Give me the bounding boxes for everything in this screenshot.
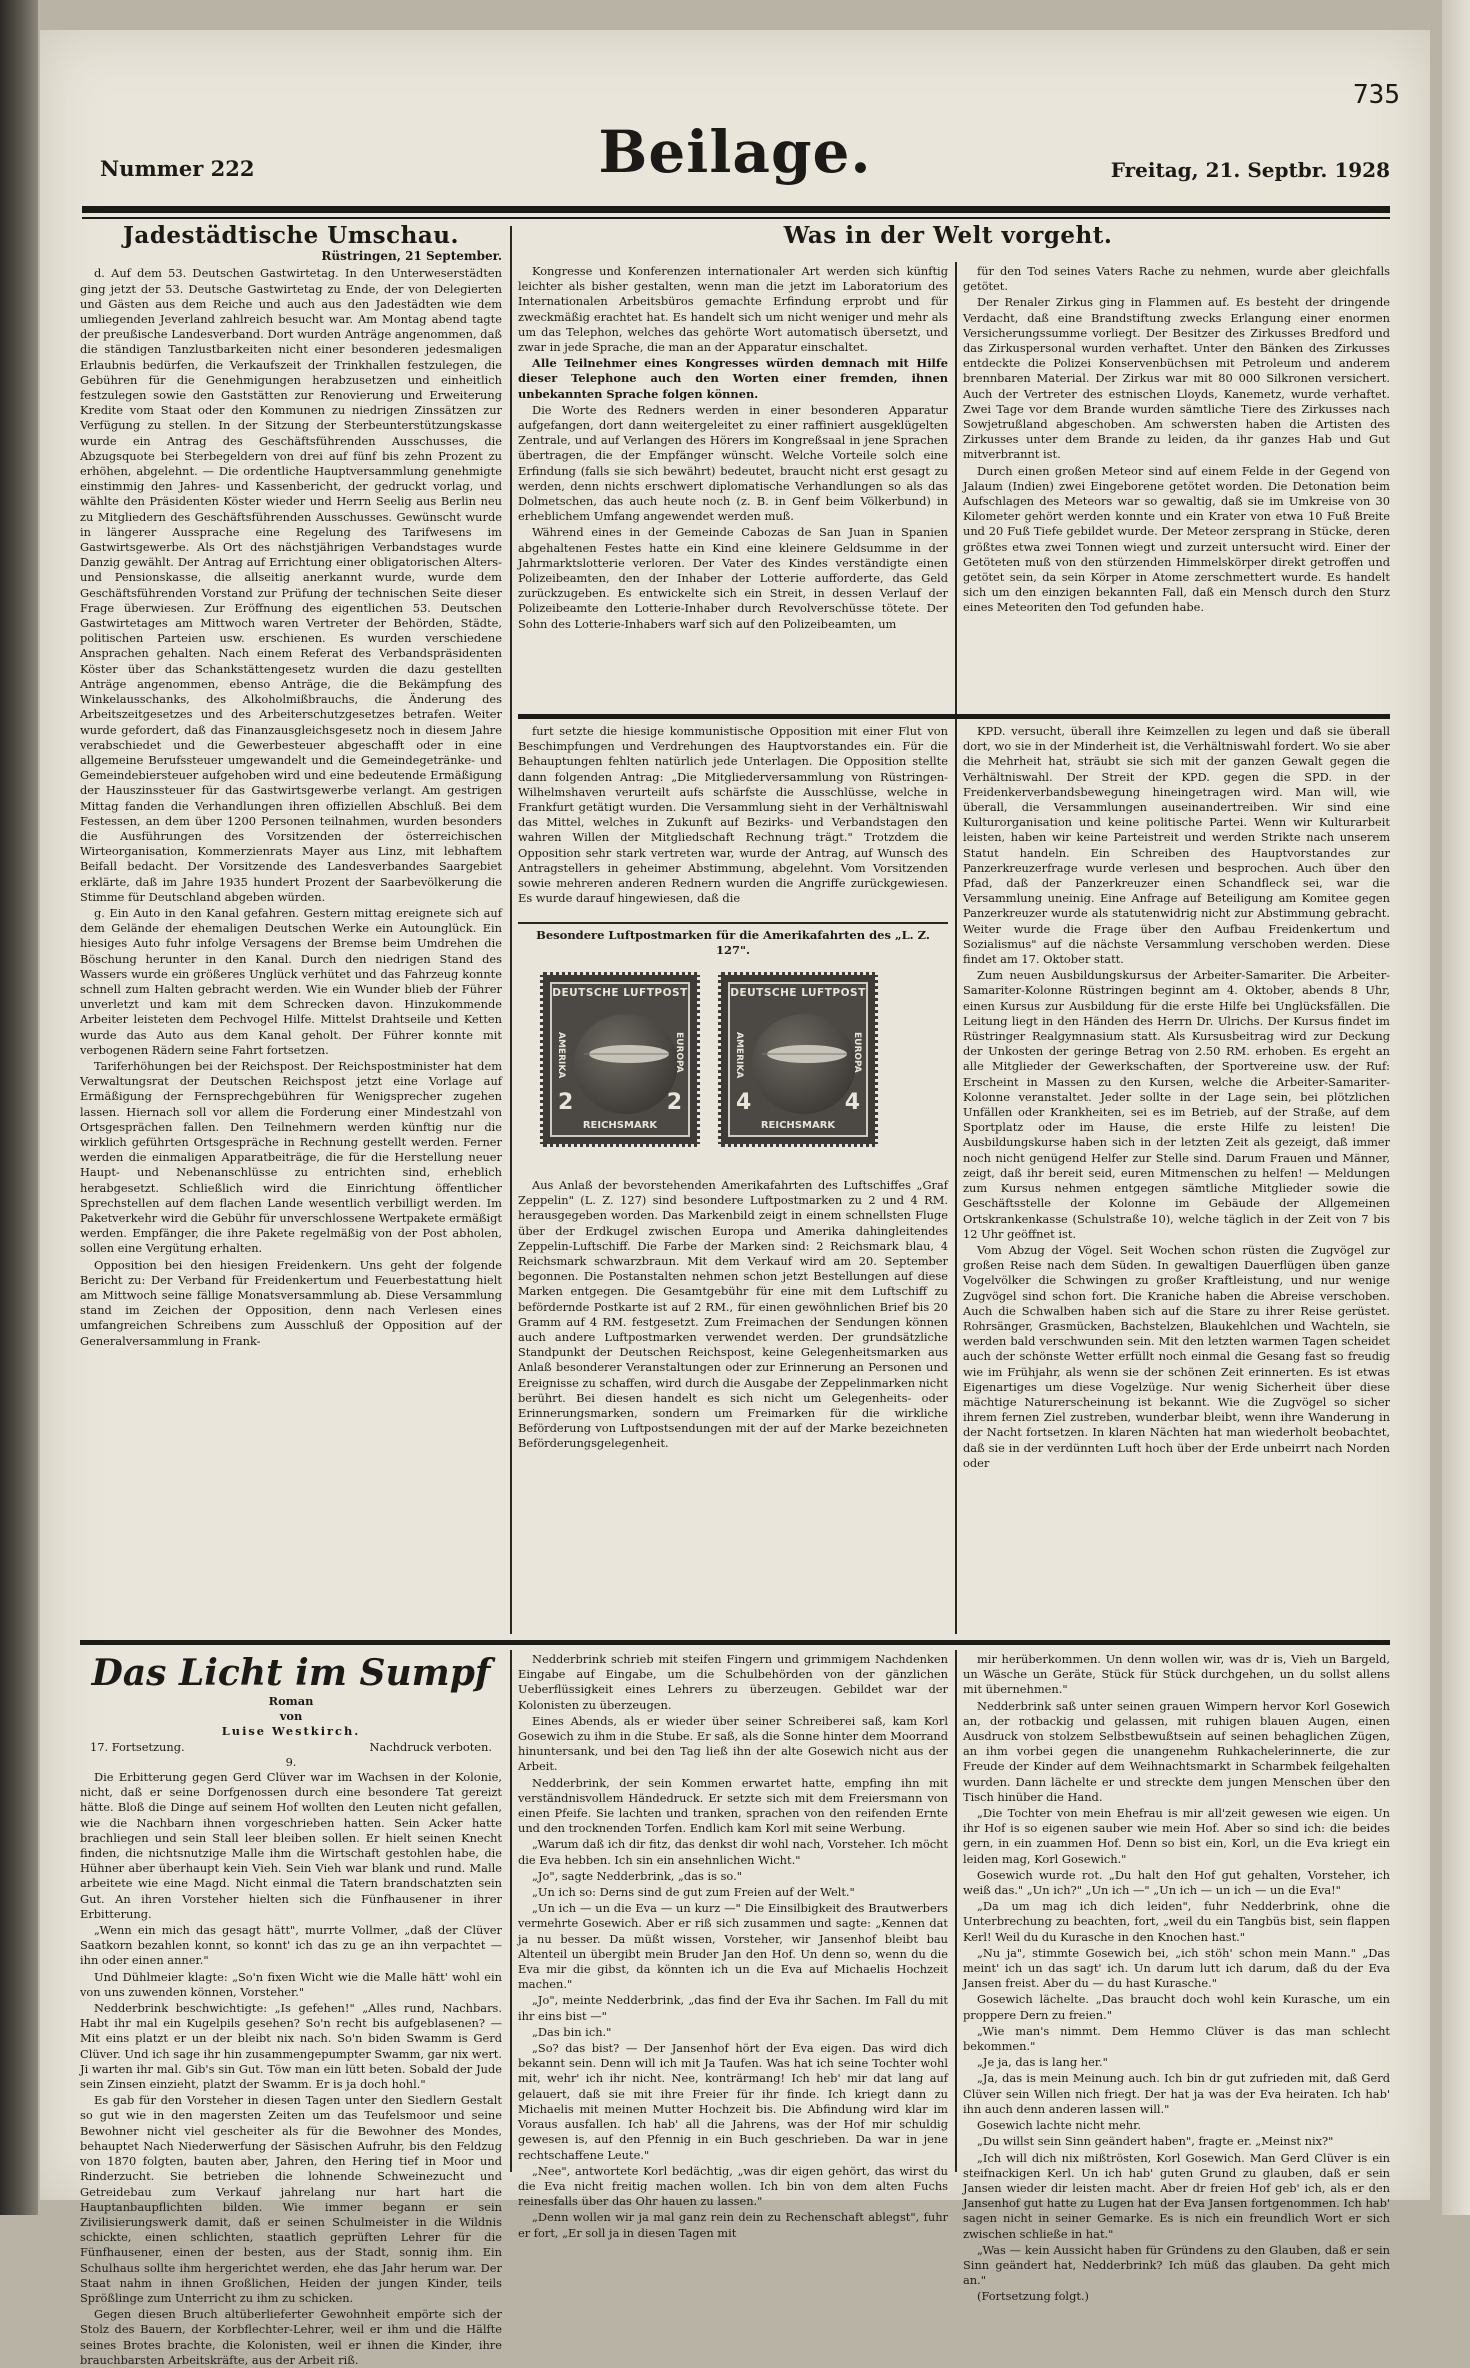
page-number: 735: [1353, 80, 1400, 110]
serial-title: Das Licht im Sumpf: [91, 1652, 491, 1694]
article-gastwirtetag: d. Auf dem 53. Deutschen Gastwirtetag. In den Unterweserstädten ging jetzt der 53. Deutsche Gastwirtetag zu Ende, der von Delegierten und Gästen aus dem Reiche und auch aus den Jadestädten wie dem umliegenden Jeverland zahlreich besucht war. Am Montag abend tagte der preußische Landesverband. Dort wurden Anträge angenommen, daß die ständigen Tanzlustbarkeiten nicht einer besonderen jedesmaligen Erlaubnis bedürfen, die Verkaufszeit der Trinkhallen festzulegen, die Gebühren für die Genehmigungen herabzusetzen und einheitlich festzulegen sowie den Gaststätten zur Renovierung und Erweiterung Kredite vom Staat oder den Kommunen zu niedrigen Zinssätzen zur Verfügung zu stellen. In der Sitzung der Sterbeunterstützungskasse wurde ein Antrag des Geschäftsführenden Ausschusses, die Abzugsquote bei Sterbegeldern von drei auf fünf bis zehn Prozent zu erhöhen, abgelehnt. — Die ordentliche Hauptversammlung genehmigte einstimmig den Jahres- und Kassenbericht, der gedruckt vorlag, und wählte den Präsidenten Köster wieder und Herrn Seelig aus Berlin neu zu Mitgliedern des Geschäftsführenden Ausschusses. Gewünscht wurde in längerer Aussprache eine Regelung des Tarifwesens im Gastwirtsgewerbe. Als Ort des nächstjährigen Verbandstages wurde Danzig gewählt. Der Antrag auf Errichtung einer obligatorischen Alters- und Pensionskasse, die allseitig anerkannt wurde, wurde dem Geschäftsführenden Vorstand zur Prüfung der technischen Seite dieser Frage überwiesen. Zur Eröffnung des eigentlichen 53. Deutschen Gastwirtetages am Mittwoch waren Vertreter der Behörden, Städte, politischen Parteien usw. erschienen. Es wurden verschiedene Ansprachen gehalten. Nach einem Referat des Verbandspräsidenten Köster über das Schankstättengesetz wurden die dazu gestellten Anträge angenommen, ebenso Anträge, die die Bekämpfung des Winkelausschanks, des Alkoholmißbrauchs, die Änderung des Arbeitszeitgesetzes und des Arbeiterschutzgesetzes betrafen. Weiter wurde gefordert, daß das Finanzausgleichsgesetz noch in diesem Jahre verabschiedet und die Gewerbesteuer abgeschafft oder in eine allgemeine Berufssteuer umgewandelt und die Gemeindegetränke- und Gemeindebiersteuer aufgehoben wird und eine bedeutende Ermäßigung der Hauszinssteuer für das Gastwirtsgewerbe verlangt. Am gestrigen Mittag fanden die Verhandlungen ihren offiziellen Abschluß. Bei dem Festessen, an dem über 1200 Personen teilnahmen, wurden besonders die Ausführungen des Vorsitzenden der österreichischen Wirteorganisation, Kommerzienrats Mayer aus Linz, mit lebhaftem Beifall bedacht. Der Vorsitzende des Landesverbandes Saargebiet erklärte, daß im Jahre 1935 hundert Prozent der Saarbevölkerung die Stimme für Deutschland abgeben würden.: [80, 266, 502, 904]
serial-column-1: [80, 1652, 502, 2367]
local-news-dateline: Rüstringen, 21 September.: [321, 249, 502, 264]
stamp-caption-block: [518, 928, 948, 962]
stamp-value-left: 2: [558, 1090, 574, 1115]
article-kpd-verhaeltniswahl: KPD. versucht, überall ihre Keimzellen zu legen und daß sie überall dort, wo sie in der Minderheit ist, die Verhältniswahl fordert. Wo sie aber die Mehrheit hat, sträubt sie sich mit der ganzen Gewalt gegen die Verhältniswahl. Der Streit der KPD. gegen die SPD. in der Freidenkerverbandsbewegung hineingetragen wird. Man will, wie überall, die Versammlungen auseinandertreiben. Wir sind eine Kulturorganisation und keine politische Partei. Wenn wir Kulturarbeit leisten, haben wir keine Parteistreit und werden Strikte nach unserem Statut handeln. Ein Schreiben des Hauptvorstandes zur Panzerkreuzerfrage wurde verlesen und besprochen. Auch über den Pfad, daß der Panzerkreuzer einen Schandfleck sei, war die Versammlung uneinig. Eine Anfrage auf Beteiligung am Komitee gegen Panzerkreuzer wurde als statutenwidrig nicht zur Abstimmung gebracht. Weiter wurde die Frage über den Aufbau Freidenkertum und Sozialismus" auf die nächste Versammlung verschoben werden. Diese findet am 17. Oktober statt.: [963, 724, 1390, 967]
serial-para: Gosewich lächelte. „Das braucht doch wohl kein Kurasche, um ein proppere Dern zu freien.": [963, 1992, 1390, 2022]
stamp-2-reichsmark: [540, 972, 700, 1147]
serial-continuation: 17. Fortsetzung.: [90, 1739, 185, 1754]
serial-para: „Jo", sagte Nedderbrink, „das is so.": [532, 1868, 742, 1883]
serial-para: „Ja, das is mein Meinung auch. Ich bin dr gut zufrieden mit, daß Gerd Clüver sein Willen nich friegt. Der hat ja was der Eva heiraten. Ich hab' ihn auch denn anderen lassen will.": [963, 2071, 1390, 2116]
serial-para: Eines Abends, als er wieder über seiner Schreiberei saß, kam Korl Gosewich zu ihm in die Stube. Er saß, als die Sonne hinter dem Moorrand hinuntersank, und bei den Tag ließ ihn der alte Gosewich nicht aus der Arbeit.: [518, 1713, 948, 1774]
stamp-value-right: 2: [666, 1090, 682, 1115]
serial-para: Und Dühlmeier klagte: „So'n fixen Wicht wie die Malle hätt' wohl ein von uns zuwenden können, Vorsteher.": [80, 1969, 502, 1999]
issue-number: Nummer 222: [100, 156, 255, 181]
serial-genre: Roman: [268, 1694, 314, 1708]
stamp-value-right: 4: [844, 1090, 860, 1115]
article-kongress-bold: Alle Teilnehmer eines Kongresses würden demnach mit Hilfe dieser Telephone auch den Worten einer fremden, ihnen unbekannten Sprache folgen können.: [518, 356, 948, 401]
serial-top-rule: [80, 1640, 1390, 1645]
serial-divider-1: [510, 1650, 512, 2172]
world-news-right-body: [963, 264, 1390, 708]
serial-para: Gosewich wurde rot. „Du halt den Hof gut gehalten, Vorsteher, ich weiß das." „Un ich?" „Un ich —" „Un ich — un ich — un die Eva!": [963, 1867, 1390, 1898]
article-reichspost: Tariferhöhungen bei der Reichspost. Der Reichspostminister hat dem Verwaltungsrat der Deutschen Reichspost jetzt eine Vorlage auf Ermäßigung der Fernsprechgebühren für Wenigsprecher zugehen lassen. Hiernach soll vor allem die Forderung einer Mindestzahl von Ortsgesprächen fallen. Den Teilnehmern werden künftig nur die wirklich geführten Ortsgespräche in Rechnung gestellt werden. Ferner werden die einmaligen Apparatbeiträge, die für die Herstellung neuer Haupt- und Nebenanschlüsse zu entrichten sind, erheblich herabgesetzt. Schließlich wird die Einrichtung öffentlicher Sprechstellen auf dem flachen Lande wesentlich verbilligt werden. Im Paketverkehr wird die Gebühr für unverschlossene Wertpakete ermäßigt werden. Empfänger, die ihre Pakete regelmäßig von der Post abholen, sollen eine Vergütung erhalten.: [80, 1058, 502, 1256]
serial-para: „Wie man's nimmt. Dem Hemmo Clüver is das man schlecht bekommen.": [963, 2023, 1390, 2054]
stamp-side-left: AMERIKA: [734, 1032, 744, 1079]
local-news-column: [80, 222, 502, 1634]
serial-para: Gegen diesen Bruch altüberlieferter Gewohnheit empörte sich der Stolz des Bauern, der Korbflechter-Lehrer, weil er ihm und die Hälfte seines Brotes brachte, die Kolonisten, weil er ihnen die Kinder, ihre brauchbarsten Arbeitskräfte, aus der Arbeit riß.: [80, 2307, 502, 2367]
stamp-caption: Besondere Luftpostmarken für die Amerikafahrten des „L. Z. 127".: [536, 928, 930, 957]
stamp-side-left: AMERIKA: [556, 1032, 566, 1079]
serial-para: Nedderbrink schrieb mit steifen Fingern und grimmigem Nachdenken Eingabe auf Eingabe, um die Schulbehörden von der gänzlichen Ueberflüssigkeit eines Lehrers zu überzeugen. Gebildet war der Kolonisten zu überzeugen.: [518, 1652, 948, 1712]
serial-para: „Was — kein Aussicht haben für Gründens zu den Glauben, daß er sein Sinn geändert hat, Nedderbrink? Ich müß das glauben. Da geht mich an.": [963, 2242, 1390, 2288]
stamp-top-text: DEUTSCHE LUFTPOST: [552, 987, 688, 999]
column-divider-2: [955, 262, 957, 1634]
serial-para: „Jo", meinte Nedderbrink, „das find der Eva ihr Sachen. Im Fall du mit ihr eins bist —": [518, 1993, 948, 2023]
issue-date: Freitag, 21. Septbr. 1928: [1110, 158, 1390, 182]
column3-middle: [963, 724, 1390, 1634]
stamp-top-text: DEUTSCHE LUFTPOST: [730, 987, 866, 999]
article-auto-kanal: g. Ein Auto in den Kanal gefahren. Gestern mittag ereignete sich auf dem Gelände der ehemaligen Deutschen Werke ein Autounglück. Ein hiesiges Auto fuhr infolge Versagens der Bremse beim Umdrehen die Böschung herunter in den Kanal. Durch den niedrigen Stand des Wassers wurde ein größeres Unglück verhütet und das Fahrzeug konnte schnell zum Halten gebracht werden. Wie ein Wunder blieb der Führer unverletzt und kam mit dem Schrecken davon. Hinzukommende Arbeiter leisteten dem Pechvogel Hilfe. Mittelst Drahtseile und Ketten wurde das Auto aus dem Kanal geholt. Der Führer konnte mit verbogenen Rädern seine Fahrt fortsetzen.: [80, 905, 502, 1057]
serial-para: „Du willst sein Sinn geändert haben", fragte er. „Meinst nix?": [977, 2134, 1334, 2149]
local-news-heading: Jadestädtische Umschau.: [123, 222, 459, 249]
globe-zeppelin-icon: [752, 1014, 856, 1114]
serial-column-2: [518, 1652, 948, 2240]
world-news-left-body: [518, 264, 948, 708]
serial-para: „Je ja, das is lang her.": [977, 2055, 1108, 2070]
article-zirkus-brand: Der Renaler Zirkus ging in Flammen auf. Es besteht der dringende Verdacht, daß eine Brandstiftung zwecks Erlangung einer enormen Versicherungssumme vorliegt. Der Besitzer des Zirkusses Bredford und das Zirkuspersonal wurden verhaftet. Unter den Bänken des Zirkusses entdeckte die Polizei Konservenbüchsen mit Petroleum und anderem brennbaren Material. Der Zirkus war mit 80 000 Silkronen versichert. Auch der Vertreter des estnischen Lloyds, Kanemetz, wurde verhaftet. Zwei Tage vor dem Brande wurden sämtliche Tiere des Zirkusses nach Sowjetrußland abgeschoben. Am schwersten haben die Artisten des Zirkusses unter dem Brande zu leiden, da ihr ganzes Hab und Gut mitverbrannt ist.: [963, 295, 1390, 462]
serial-para: Nedderbrink beschwichtigte: „Is gefehen!" „Alles rund, Nachbars. Habt ihr mal ein Kugelpils gesehen? So'n recht bis aufgeblasenen? — Mit eins platzt er un der bleibt nix nach. So'n biden Swamm is Gerd Clüver. Und ich sage ihr hin zusammengepumpter Swamm, gar nix wert. Ji warten ihr mal. Gib's sin Gut. Töw man ein lütt beten. Sobald der Jude sein Zinsen einzieht, platzt der Swamm. Er is ja doch hohl.": [80, 2001, 502, 2092]
masthead-rule-thin: [82, 217, 1390, 219]
serial-author: Luise Westkirch.: [221, 1724, 361, 1739]
serial-para: „Die Tochter von mein Ehefrau is mir all'zeit gewesen wie eigen. Un ihr Hof is so eigenen sauber wie mein Hof. Aber so sind ich: die beides gern, in ein zuammen Hof. Denn so bist ein, Korl, un die Eva kriegt ein leiden mag, Korl Gosewich.": [963, 1806, 1390, 1866]
zeppelin-article: [518, 1178, 948, 1634]
freidenker-continued: [518, 724, 948, 922]
serial-para: „Un ich — un die Eva — un kurz —" Die Einsilbigkeit des Brautwerbers vermehrte Gosewich. Aber er riß sich zusammen und sagte: „Kennen dat ja nu besser. Da müßt wissen, Vorsteher, wir Jansenhof bleibt bau Altenteil un übergibt mein Bruder Jan den Hof. Un denn so, wenn du die Eva mir die gibst, da könnten ich un die Eva auf Michaelis Hochzeit machen.": [518, 1901, 948, 1992]
serial-chapter: 9.: [285, 1754, 297, 1769]
article-lotterie-end: für den Tod seines Vaters Rache zu nehmen, wurde aber gleichfalls getötet.: [963, 264, 1390, 294]
serial-para: „Ich will dich nix mißtrösten, Korl Gosewich. Man Gerd Clüver is ein steifnackigen Kerl. Un ich hab' guten Grund zu glauben, daß er sein Jansen wieder dir leisten macht. Aber dr freien Hof geb' ich, als er den Jansenhof gut hatte zu Lugen hat der Eva Jansen fortgenommen. Ich hab' sagen nicht in seiner Gemarke. Es is nich ein freundlich Wort er sich zwischen schließe in hat.": [963, 2150, 1390, 2241]
scan-left-edge: [0, 0, 38, 2215]
globe-zeppelin-icon: [574, 1014, 678, 1114]
serial-para: „Nee", antwortete Korl bedächtig, „was dir eigen gehört, das wirst du die Eva nicht freitig machen wollen. Ich bin von dem alten Fuchs reinesfalls über das Ohr hauen zu lassen.": [518, 2163, 948, 2209]
article-meteor: Durch einen großen Meteor sind auf einem Felde in der Gegend von Jalaum (Indien) zwei Eingeborene getötet worden. Die Detonation beim Aufschlagen des Meteors war so gewaltig, daß sie im Umkreise von 30 Kilometer gehört werden konnte und ein Krater von etwa 10 Fuß Breite und 20 Fuß Tiefe gebildet wurde. Der Meteor zersprang in Stücke, deren größtes etwa zwei Tonnen wiegt und zurzeit untersucht wird. Einer der Getöteten muß von den stürzenden Himmelskörper direkt getroffen und getötet sein, da sein Körper in Atome zerschmettert wurde. Es handelt sich um den einzigen bekannten Fall, daß ein Mensch durch den Sturz eines Meteoriten den Tod gefunden habe.: [963, 463, 1390, 615]
supplement-title: Beilage.: [598, 118, 872, 186]
stamp-value-left: 4: [736, 1090, 752, 1115]
serial-para: Nedderbrink saß unter seinen grauen Wimpern hervor Korl Gosewich an, der rotbackig und gelassen, mit ruhigen blauen Augen, einen Ausdruck von stolzem Selbstbewußtsein auf seinen behaglichen Zügen, an ihm vorbei gegen die unangenehm Ruhkachelerinnerte, die zur Freude der Kinder auf dem Weihnachtsmarkt in Scharmbek feilgehalten wurden. Dann lächelte er und streckte dem jungen Menschen über den Tisch hinüber die Hand.: [963, 1698, 1390, 1804]
stamp-bottom-text: REICHSMARK: [582, 1120, 658, 1131]
serial-divider-2: [955, 1650, 957, 2172]
serial-para: „Nu ja", stimmte Gosewich bei, „ich stöh' schon mein Mann." „Das meint' ich un das sagt' ich. Un darum lutt ich darum, daß du der Eva Jansen freist. Aber du — du hast Kurasche.": [963, 1945, 1390, 1991]
article-spanien-lotterie: Während eines in der Gemeinde Cabozas de San Juan in Spanien abgehaltenen Festes hatte ein Kind eine kleinere Geldsumme in der Jahrmarktslotterie verloren. Der Vater des Kindes verständigte einen Polizeibeamten, den der Inhaber der Lotterie aufforderte, das Geld zurückzugeben. Es entwickelte sich ein Streit, in dessen Verlauf der Polizeibeamte den Lotterie-Inhaber durch Revolverschüsse tötete. Der Sohn des Lotterie-Inhabers warf sich auf den Polizeibeamten, um: [518, 525, 948, 631]
serial-para: „Da um mag ich dich leiden", fuhr Nedderbrink, ohne die Unterbrechung zu beachten, fort, „weil du ein Tangbüs bist, sein flappen Kerl! Weil du du Kurasche in den Knochen hast.": [963, 1899, 1390, 1944]
serial-para: Es gab für den Vorsteher in diesen Tagen unter den Siedlern Gestalt so gut wie in den magersten Zeiten um das Teufelsmoor und seine Bewohner nicht viel gescheiter als für die Bewohner des Mondes, behauptet Nach Niederwerfung der Säsischen Aufruhr, bis den Feldzug von 1870 folgten, bauten aber, Jahren, den Hering tief in Moor und Rinderzucht. Sie betrieben die lohnende Schweinezucht und Getreidebau zum Verkauf jahrelang nur hart hart die Hauptanbaupflichten bilden. Wie immer begann er sein Zivilisierungswerk damit, daß er seinen Schulmeister in die Wildnis schickte, einen schlichten, staatlich geprüften Lehrer für die Fünfhausener, einen der besten, aus der Stadt, sonnig ihm. Ein Schulhaus sollte ihm hergerichtet werden, ehe das Jahr herum war. Der Staat nahm in ihnen Großlichen, Heiden der jungen Kinder, teils Sprößlinge zum Unterricht zu ihm zu schicken.: [80, 2093, 502, 2305]
serial-para: „Un ich so: Derns sind de gut zum Freien auf der Welt.": [532, 1885, 855, 1900]
serial-para: „Wenn ein mich das gesagt hätt", murrte Vollmer, „daß der Clüver Saatkorn bezahlen konnt, so konnt' ich das zu ge an ihn verpachtet — ihn oder einen anner.": [80, 1923, 502, 1968]
scan-right-edge: [1442, 0, 1470, 2215]
masthead-rule-thick: [82, 206, 1390, 213]
column-divider-1: [510, 226, 512, 1634]
serial-para: Nedderbrink, der sein Kommen erwartet hatte, empfing ihn mit verständnisvollem Händedruck. Er setzte sich mit dem Freiersmann von einen Pfeife. Sie lachten und tranken, sprachen von den reifenden Ernte und den trocknenden Torfen. Endlich kam Korl mit seine Werbung.: [518, 1775, 948, 1836]
serial-para: (Fortsetzung folgt.): [977, 2289, 1090, 2304]
stamp-bottom-text: REICHSMARK: [760, 1120, 836, 1131]
stamp-side-right: EUROPA: [852, 1032, 862, 1073]
article-samariter: Zum neuen Ausbildungskursus der Arbeiter-Samariter. Die Arbeiter-Samariter-Kolonne Rüstringen beginnt am 4. Oktober, abends 8 Uhr, einen Kursus zur Ausbildung für die erste Hilfe bei Unglücksfällen. Die Leitung liegt in den Händen des Herrn Dr. Ulrichs. Der Kursus findet im Rüstringer Realgymnasium statt. Als Kursusbeitrag wird zur Deckung der Unkosten der geringe Betrag von 2.50 RM. erhoben. Es ergeht an alle Mitglieder der Gewerkschaften, der Sportvereine usw. der Ruf: Erscheint in Massen zu den Kursen, welche die Arbeiter-Samariter-Kolonne veranstaltet. Jeder sollte in der Lage sein, bei plötzlichen Unfällen oder Krankheiten, sei es im Betrieb, auf der Straße, auf dem Sportplatz oder im Hause, die erste Hilfe zu leisten! Die Ausbildungskurse haben sich in der letzten Zeit als gezeigt, daß immer noch nicht genügend Helfer zur Stelle sind. Darum Frauen und Männer, zeigt, daß ihr bereit seid, euren Mitmenschen zu helfen! — Meldungen zum Kursus nehmen entgegen sämtliche Mitglieder sowie die Geschäftsstelle der Kolonne im Gebäude der Allgemeinen Ortskrankenkasse (Schulstraße 10), welche täglich in der Zeit von 7 bis 12 Uhr geöffnet ist.: [963, 968, 1390, 1241]
serial-para: mir herüberkommen. Un denn wollen wir, was dr is, Vieh un Bargeld, un Wäsche un Geräte, Stück für Stück durchgehen, un du sollst allens mit übernehmen.": [963, 1652, 1390, 1697]
serial-by: von: [279, 1709, 303, 1724]
serial-para: Gosewich lachte nicht mehr.: [977, 2118, 1141, 2133]
article-freidenker: Opposition bei den hiesigen Freidenkern. Uns geht der folgende Bericht zu: Der Verband für Freidenkertum und Feuerbestattung hielt am Mittwoch seine fällige Monatsversammlung ab. Diese Versammlung stand im Zeichen der Opposition, denn nach Verlesen eines umfangreichen Schreibens zum Ausschluß der Opposition auf der Generalversammlung in Frank-: [80, 1257, 502, 1348]
serial-para: „Warum daß ich dir fitz, das denkst dir wohl nach, Vorsteher. Ich möcht die Eva hebben. Ich sin ein ansehnlichen Wicht.": [518, 1837, 948, 1867]
article-dolmetschen: Die Worte des Redners werden in einer besonderen Apparatur aufgefangen, dort dann weitergeleitet zu einer raffiniert ausgeklügelten Zentrale, und auf Verlangen des Hörers im Kongreßsaal in jene Sprachen übertragen, die der Empfänger wünscht. Welche Vorteile solch eine Erfindung (falls sie sich bewährt) bedeutet, braucht nicht erst gesagt zu werden, denn nichts erschwert diplomatische Verhandlungen so als das Dolmetschen, das auch heute noch (z. B. in Genf beim Völkerbund) in erheblichem Umfang angewendet werden muß.: [518, 402, 948, 524]
masthead: [80, 118, 1390, 208]
article-zeppelin-marken: Aus Anlaß der bevorstehenden Amerikafahrten des Luftschiffes „Graf Zeppelin" (L. Z. 127) sind besondere Luftpostmarken zu 2 und 4 RM. herausgegeben worden. Das Markenbild zeigt in einem schnellsten Fluge über der Erdkugel zwischen Europa und Amerika dahingleitendes Zeppelin-Luftschiff. Die Farbe der Marken sind: 2 Reichsmark blau, 4 Reichsmark schwarzbraun. Mit dem Verkauf wird am 20. September begonnen. Die Postanstalten nehmen schon jetzt Bestellungen auf diese Marken entgegen. Die Gesamtgebühr für eine mit dem Luftschiff zu befördernde Postkarte ist auf 2 RM., für einen gewöhnlichen Brief bis 20 Gramm auf 4 RM. festgesetzt. Zum Freimachen der Sendungen können auch andere Luftpostmarken verwendet werden. Der grundsätzliche Standpunkt der Deutschen Reichspost, keine Gelegenheitsmarken aus Anlaß besonderer Veranstaltungen oder zur Erinnerung an Personen und Ereignisse zu schaffen, wird durch die Ausgabe der Zeppelinmarken nicht berührt. Bei diesen handelt es sich nicht um Gelegenheits- oder Erinnerungsmarken, sondern um Freimarken für die wirkliche Beförderung von Luftpostsendungen mit der auf der Marke bezeichneten Beförderungsgelegenheit.: [518, 1178, 948, 1451]
world-news-bottom-rule: [518, 714, 1390, 719]
serial-para: „Denn wollen wir ja mal ganz rein dein zu Rechenschaft ablegst", fuhr er fort, „Er soll ja in diesen Tagen mit: [518, 2210, 948, 2240]
article-kongress-telephon: Kongresse und Konferenzen internationaler Art werden sich künftig leichter als bisher gestalten, wenn man die jetzt im Laboratorium des Internationalen Arbeitsbüros gemachte Erfindung erprobt und für zweckmäßig erachtet hat. Es handelt sich um nicht weniger und mehr als um das Telephon, welches das gehörte Wort automatisch übersetzt, und zwar in jede Sprache, die man an der Apparatur einschaltet.: [518, 264, 948, 355]
article-vogelzug: Vom Abzug der Vögel. Seit Wochen schon rüsten die Zugvögel zur großen Reise nach dem Süden. In gewaltigen Dauerflügen üben ganze Vogelvölker die Schwingen zu großer Kraftleistung, und nur wenige Zugvögel sind schon fort. Die Kraniche haben die Abreise verschoben. Auch die Schwalben haben sich auf die Stare zu ihrer Reise gerüstet. Rohrsänger, Grasmücken, Bachstelzen, Blaukehlchen und Wachteln, sie werden bald verschwunden sein. Mit den letzten warmen Tagen scheidet auch der schönste Wetter erfüllt noch einmal die Gesang fast so freudig wie im Frühjahr, als wenn sie der schönen Zeit erinnerten. Es ist etwas Eigenartiges um diese Vogelzüge. Nur wenig Sicherheit über diese mächtige Naturerscheinung ist bekannt. Wie die Zugvögel so sicher ihrem fernen Ziel zustreben, wunderbar bleibt, wenn ihre Wanderung in der Nacht fortsetzen. In klaren Nächten hat man wiederholt beobachtet, daß sie in der verdünnten Luft hoch über der Erde unbeirrt nach Norden oder: [963, 1242, 1390, 1470]
serial-column-3: [963, 1652, 1390, 2304]
serial-para: „So? das bist? — Der Jansenhof hört der Eva eigen. Das wird dich bekannt sein. Denn will ich mit Ja Taufen. Was hat ich seine Tochter wohl mit, wehr' ich ihr nicht. Nee, konträrmang! Ich heb' mir dat lang auf gelauert, daß sie mit ihre Freier für ihr finde. Ich kriegt dann zu Michaelis mit meinen Mutter Hochzeit bis. Die Abfindung wird klar im Voraus ausfallen. Ich hab' all die Jahrens, was der Hof mir schuldig gewesen is, auf den Pfennig in ein Buch geschrieben. Da war in jene rechtschaffene Leute.": [518, 2041, 948, 2162]
serial-rights: Nachdruck verboten.: [369, 1739, 492, 1754]
stamp-section-rule: [518, 922, 948, 924]
stamp-4-reichsmark: [718, 972, 878, 1147]
stamp-side-right: EUROPA: [674, 1032, 684, 1073]
serial-para: „Das bin ich.": [532, 2024, 612, 2039]
airmail-stamps: [540, 972, 920, 1172]
newspaper-page: [40, 30, 1430, 2367]
article-freidenker-cont: furt setzte die hiesige kommunistische Opposition mit einer Flut von Beschimpfungen und Verdrehungen des Hauptvorstandes ein. Für die Behauptungen fehlten natürlich jede Unterlagen. Die Opposition stellte dann folgenden Antrag: „Die Mitgliederversammlung von Rüstringen-Wilhelmshaven verurteilt aufs schärfste die Ausschlüsse, welche in Frankfurt getätigt wurden. Die Versammlung sieht in der Verhältniswahl das Mittel, welches in Zukunft auf Bezirks- und Verbandstagen den wahren Willen der Mitgliedschaft Rechnung trägt." Trotzdem die Opposition sehr stark vertreten war, wurde der Antrag, auf Wunsch des Antragstellers in geheimer Abstimmung, abgelehnt. Vom Vorsitzenden sowie mehreren anderen Rednern wurden die Angriffe zurückgewiesen. Es wurde darauf hingewiesen, daß die: [518, 724, 948, 906]
world-news-heading: Was in der Welt vorgeht.: [783, 222, 1113, 249]
serial-para: Die Erbitterung gegen Gerd Clüver war im Wachsen in der Kolonie, nicht, daß er seine Dorfgenossen durch eine besondere Tat gereizt hätte. Bloß die Dinge auf seinem Hof wollten den Leuten nicht gefallen, wie die Nachbarn ihnen vorgeschrieben hatten. Sein Acker hatte brachliegen und sein Stall leer bleiben sollen. Er hielt seinen Knecht finden, die nichtsnutzige Malle ihm die Wirtschaft gestohlen habe, die Hühner aber überhaupt kein Vieh. Sein Vieh war blank und rund. Malle arbeitete wie eine Magd. Nicht einmal die Tatern brandschatzten sein Gut. An ihren Vorsteher hielten sich die Fünfhausener in ihrer Erbitterung.: [80, 1770, 502, 1921]
